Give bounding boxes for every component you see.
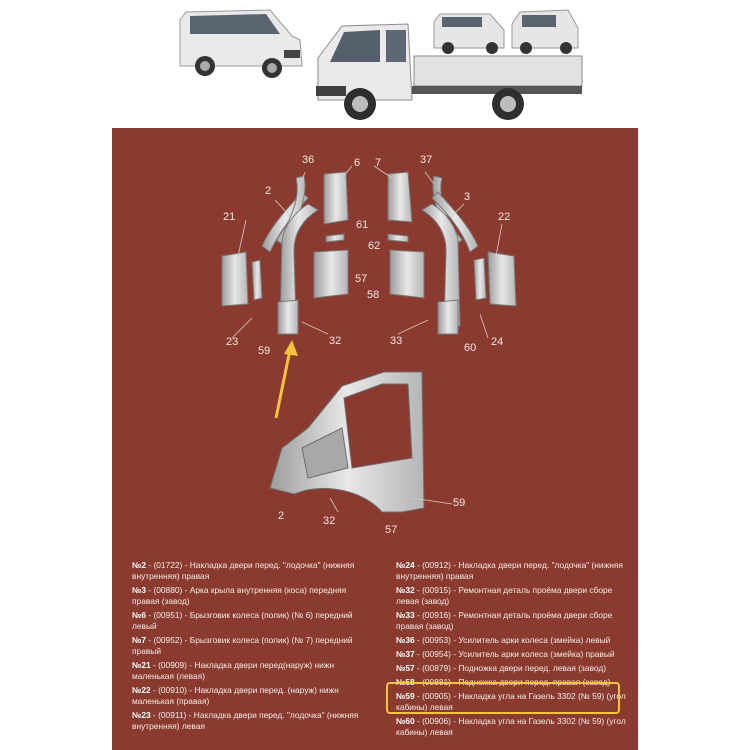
legend-item: №58 - (00881) - Подножка двери перед. правая (завод) xyxy=(396,677,611,687)
callout-57-cab: 57 xyxy=(385,524,398,536)
callout-2: 2 xyxy=(265,185,272,197)
legend-item: №37 - (00954) - Усилитель арки колеса (змейка) правый xyxy=(396,649,615,659)
callout-33: 33 xyxy=(390,335,403,347)
callout-22: 22 xyxy=(498,211,511,223)
part-6-shape xyxy=(324,172,348,224)
minibus-image xyxy=(180,10,302,78)
arrow-up-icon xyxy=(276,340,298,418)
part-59-shape xyxy=(278,300,298,334)
legend-item: №24 - (00912) - Накладка двери перед. "лодочка" (нижняя внутренняя) правая xyxy=(396,560,623,581)
callout-2-cab: 2 xyxy=(278,510,285,522)
parts-panel xyxy=(112,128,638,750)
legend-item: №36 - (00953) - Усилитель арки колеса (змейка) левый xyxy=(396,635,611,645)
legend-item-highlighted: №59 - (00905) - Накладка угла на Газель 3302 (№ 59) (угол кабины) левая xyxy=(396,691,626,712)
part-22-shape xyxy=(488,252,516,306)
callout-7: 7 xyxy=(375,157,382,169)
legend-item: №2 - (01722) - Накладка двери перед. "лодочка" (нижняя внутренняя) правая xyxy=(132,560,355,581)
legend-item: №57 - (00879) - Подножка двери перед. левая (завод) xyxy=(396,663,607,673)
part-58-shape xyxy=(390,250,424,298)
callout-32-cab: 32 xyxy=(323,515,336,527)
legend-item: №7 - (00952) - Брызговик колеса (полик) (№ 7) передний правый xyxy=(132,635,353,656)
legend-item: №6 - (00951) - Брызговик колеса (полик) (№ 6) передний левый xyxy=(132,610,353,631)
small-van-2-image xyxy=(512,10,578,54)
callout-37: 37 xyxy=(420,154,433,166)
part-7-shape xyxy=(388,172,412,222)
callout-59-cab: 59 xyxy=(453,497,466,509)
callout-21: 21 xyxy=(223,211,236,223)
callout-6: 6 xyxy=(354,157,361,169)
legend-item: №33 - (00916) - Ремонтная деталь проёма двери сборе правая (завод) xyxy=(396,610,613,631)
legend-left xyxy=(132,560,368,735)
callout-60: 60 xyxy=(464,342,477,354)
small-van-1-image xyxy=(434,14,504,54)
callout-61: 61 xyxy=(356,219,369,231)
part-21-shape xyxy=(222,252,248,306)
callout-59: 59 xyxy=(258,345,271,357)
callout-23: 23 xyxy=(226,336,239,348)
highlight-box-59 xyxy=(386,682,620,714)
vehicle-illustrations xyxy=(0,0,750,128)
part-23-shape xyxy=(252,260,262,300)
cab-frame-shape xyxy=(270,372,424,512)
part-24-shape xyxy=(474,258,486,300)
legend-item: №21 - (00909) - Накладка двери перед(наруж) нижн маленькая (левая) xyxy=(132,660,335,681)
callout-57: 57 xyxy=(355,273,368,285)
legend-item: №60 - (00906) - Накладка угла на Газель 3302 (№ 59) (угол кабины) левая xyxy=(396,716,626,737)
legend-item: №32 - (00915) - Ремонтная деталь проёма двери сборе левая (завод) xyxy=(396,585,613,606)
part-57-shape xyxy=(314,250,348,298)
legend-item: №3 - (00880) - Арка крыла внутренняя (коса) передняя правая (завод) xyxy=(132,585,347,606)
part-60-shape xyxy=(438,300,458,334)
callout-36: 36 xyxy=(302,154,315,166)
callout-62: 62 xyxy=(368,240,381,252)
legend-item: №23 - (00911) - Накладка двери перед. "лодочка" (нижняя внутренняя) левая xyxy=(132,710,359,731)
vehicle-photos xyxy=(0,0,750,128)
callout-24: 24 xyxy=(491,336,504,348)
callout-32: 32 xyxy=(329,335,342,347)
callout-3: 3 xyxy=(464,191,471,203)
part-62-shape xyxy=(388,234,408,242)
callout-58: 58 xyxy=(367,289,380,301)
legend-item: №22 - (00910) - Накладка двери перед. (наруж) нижн маленькая (правая) xyxy=(132,685,339,706)
part-61-shape xyxy=(326,234,344,242)
